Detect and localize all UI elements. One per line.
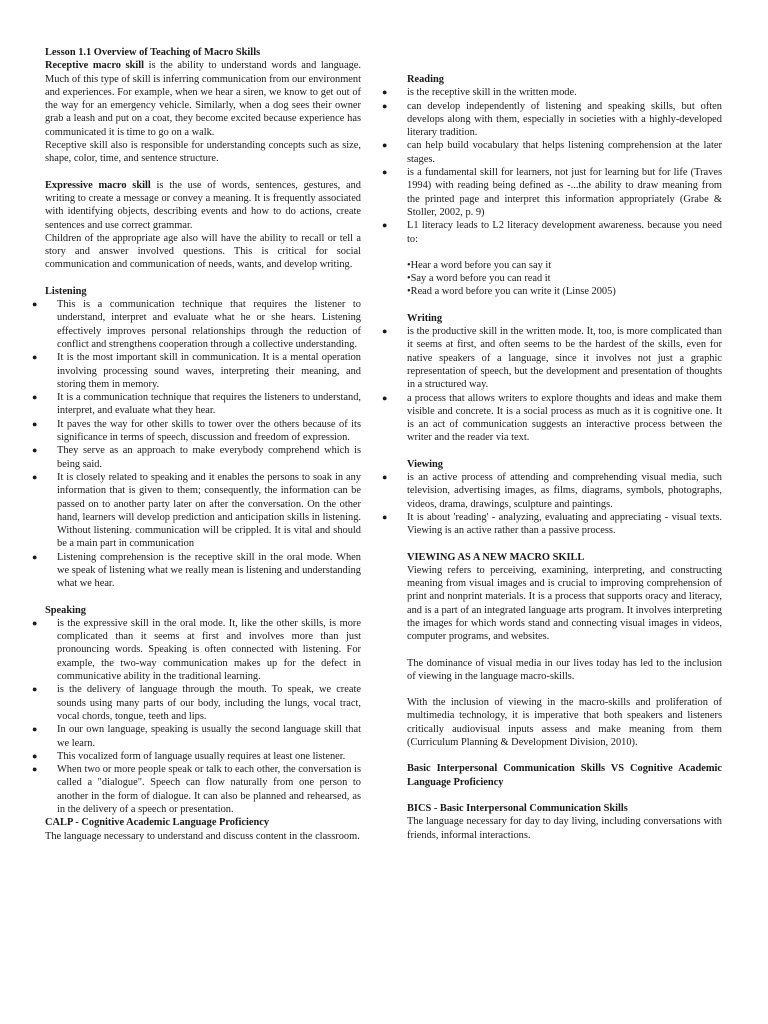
list-item: ● can develop independently of listening and speaking skills, but often develops along with them, especially in societies with a highly-developed literary tradition. bbox=[395, 100, 722, 140]
list-item: ● a process that allows writers to explore thoughts and ideas and make them visible and concrete. It is a social process as much as it is cognitive one. It is an act of communication suggests an interactive process between the writer and the reader via text. bbox=[395, 392, 722, 445]
sublist-item: • Hear a word before you can say it bbox=[407, 259, 722, 272]
viewing-heading: Viewing bbox=[407, 458, 443, 470]
viewing-new-paragraph-1: Viewing refers to perceiving, examining, interpreting, and constructing meaning from visual images and is crucial to improving comprehension of print and nonprint materials. It is a process that supports oracy and literacy, and is a part of an integrated language arts program. It involves interpreting the images for which words stand and connecting visual images in videos, computer programs, and websites. bbox=[407, 564, 722, 643]
listening-list bbox=[45, 298, 361, 591]
viewing-new-heading: VIEWING AS A NEW MACRO SKILL bbox=[407, 551, 585, 563]
calp-heading: CALP - Cognitive Academic Language Proficiency bbox=[45, 817, 270, 829]
calp-text: The language necessary to understand and discuss content in the classroom. bbox=[45, 830, 360, 842]
list-item: ● When two or more people speak or talk to each other, the conversation is called a "dialogue". Speech can flow naturally from one person to another in the form of dialogue. It can also be planned and rehearsed, as in the delivery of a speech or presentation. bbox=[45, 763, 361, 816]
viewing-new-paragraph-2: The dominance of visual media in our lives today has led to the inclusion of viewing in the language macro-skills. bbox=[407, 657, 722, 682]
list-item: ● It is a communication technique that requires the listeners to understand, interpret, and evaluate what they hear. bbox=[45, 391, 361, 418]
list-item: ● is the receptive skill in the written mode. bbox=[395, 86, 722, 99]
reading-heading: Reading bbox=[407, 74, 444, 85]
list-item: ● It paves the way for other skills to tower over the others because of its significance in terms of speech, discussion and freedom of expression. bbox=[45, 418, 361, 445]
expressive-term: Expressive macro skill bbox=[45, 179, 151, 191]
lesson-title: Lesson 1.1 Overview of Teaching of Macro Skills bbox=[45, 47, 261, 58]
sublist-item: • Read a word before you can write it (Linse 2005) bbox=[407, 285, 722, 298]
receptive-text: is the ability to understand words and language. Much of this type of skill is inferring communication from our environment and experiences. For example, when we hear a siren, we know to get out of the way for an emergency vehicle. Similarly, when a dog sees their owner grab a leash and put on a coat, they become excited because experience has communicated it is time to go on a walk. bbox=[45, 60, 361, 138]
list-item: ● is a fundamental skill for learners, not just for learning but for life (Traves 1994) with reading being defined as -...the ability to draw meaning from the printed page and interpret this information appropriately (Grabe & Stoller, 2002, p. 9) bbox=[395, 166, 722, 219]
list-item: ● Listening comprehension is the receptive skill in the oral mode. When we speak of listening what we really mean is listening and understanding what we hear. bbox=[45, 551, 361, 591]
left-column bbox=[45, 46, 361, 843]
viewing-new-paragraph-3: With the inclusion of viewing in the macro-skills and proliferation of multimedia technology, it is imperative that both speakers and listeners critically audiovisual inputs assess and make meaning from them (Curriculum Planning & Development Division, 2010). bbox=[407, 697, 722, 749]
writing-heading: Writing bbox=[407, 312, 443, 324]
reading-sublist bbox=[395, 259, 722, 299]
receptive-term: Receptive macro skill bbox=[45, 60, 144, 72]
expressive-text: is the use of words, sentences, gestures, and writing to create a message or convey a meaning. It is frequently associated with identifying objects, describing events and how to do actions, create sentences and use correct grammar. bbox=[45, 179, 362, 231]
list-item: ● It is about 'reading' - analyzing, evaluating and appreciating - visual texts. Viewing is an active rather than a passive process. bbox=[395, 511, 722, 538]
receptive-paragraph-2: Receptive skill also is responsible for understanding concepts such as size, shape, color, time, and sentence structure. bbox=[45, 140, 361, 165]
right-column bbox=[395, 73, 722, 842]
list-item: ● In our own language, speaking is usually the second language skill that we learn. bbox=[45, 723, 361, 750]
list-item: ● can help build vocabulary that helps listening comprehension at the later stages. bbox=[395, 139, 722, 166]
list-item: ● It is closely related to speaking and it enables the persons to soak in any information that is given to them; consequently, the information can be passed on to another party later on after the conversation. On the other hand, learners will develop prediction and anticipation skills in listening. Without listening. communication will be crippled. It is vital and should be a main part in communication bbox=[45, 471, 361, 551]
list-item: ● L1 literacy leads to L2 literacy development awareness. because you need to: bbox=[395, 219, 722, 246]
bics-heading: BICS - Basic Interpersonal Communication Skills bbox=[407, 802, 628, 814]
bics-calp-heading: Basic Interpersonal Communication Skills VS Cognitive Academic Language Proficiency bbox=[407, 763, 722, 788]
sublist-item: • Say a word before you can read it bbox=[407, 272, 722, 285]
list-item: ● They serve as an approach to make everybody comprehend which is being said. bbox=[45, 444, 361, 471]
list-item: ● This is a communication technique that requires the listener to understand, interpret and evaluate what he or she hears. Listening effectively improves personal relationships through the reduction of conflict and strengthens cooperation through a collective understanding. bbox=[45, 298, 361, 351]
speaking-list bbox=[45, 617, 361, 816]
listening-heading: Listening bbox=[45, 285, 87, 297]
list-item: ● is the expressive skill in the oral mode. It, like the other skills, is more complicated than it seems at first and involves more than just pronouncing words. Speaking is often connected with listening. For example, the two-way communication makes up for the defect in communicative ability in the traditional learning. bbox=[45, 617, 361, 683]
expressive-paragraph-2: Children of the appropriate age also will have the ability to recall or tell a story and answer involved questions. This is critical for social communication and communication of needs, wants, and develop writing. bbox=[45, 232, 361, 271]
writing-list bbox=[395, 325, 722, 445]
speaking-heading: Speaking bbox=[45, 604, 87, 616]
expressive-paragraph bbox=[45, 179, 361, 232]
list-item: ● This vocalized form of language usually requires at least one listener. bbox=[45, 750, 361, 763]
list-item: ● It is the most important skill in communication. It is a mental operation involving processing sound waves, interpreting their meaning, and storing them in memory. bbox=[45, 351, 361, 391]
reading-list bbox=[395, 86, 722, 246]
list-item: ● is the productive skill in the written mode. It, too, is more complicated than it seems at first, and often seems to be the hardest of the skills, even for native speakers of a language, since it involves not just a graphic representation of speech, but the development and presentation of thoughts in a structured way. bbox=[395, 325, 722, 391]
viewing-list bbox=[395, 471, 722, 537]
bics-text: The language necessary for day to day living, including conversations with friends, informal interactions. bbox=[407, 816, 722, 841]
receptive-paragraph bbox=[45, 59, 361, 139]
list-item: ● is the delivery of language through the mouth. To speak, we create sounds using many parts of our body, including the lungs, vocal tract, vocal chords, tongue, teeth and lips. bbox=[45, 683, 361, 723]
list-item: ● is an active process of attending and comprehending visual media, such television, advertising images, as films, diagrams, symbols, photographs, videos, drama, drawings, sculpture and paintings. bbox=[395, 471, 722, 511]
